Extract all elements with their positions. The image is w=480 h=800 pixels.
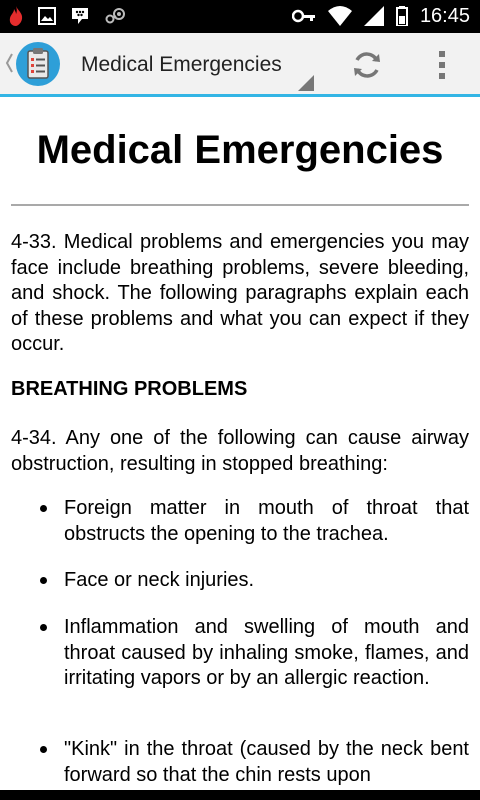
navigation-bar <box>0 790 480 800</box>
section-heading: BREATHING PROBLEMS <box>11 378 248 400</box>
steam-icon <box>104 7 126 25</box>
article-content[interactable] <box>0 100 480 790</box>
list-item-text: Foreign matter in mouth of throat that obstructs the opening to the trachea. <box>64 497 469 545</box>
clipboard-icon <box>16 42 60 86</box>
list-item-text: Inflammation and swelling of mouth and throat caused by inhaling smoke, flames, and irritating vapors or by an allergic reaction. <box>64 616 469 689</box>
wifi-icon <box>328 6 352 26</box>
action-bar-title[interactable]: Medical Emergencies <box>81 53 282 76</box>
app-logo[interactable] <box>16 42 60 86</box>
blackberry-messenger-icon <box>70 7 90 25</box>
page-title: Medical Emergencies <box>36 128 444 172</box>
list-item-text: "Kink" in the throat (caused by the neck bent forward so that the chin rests upon <box>64 738 469 786</box>
bullet-icon <box>40 577 47 584</box>
bullet-icon <box>40 505 47 512</box>
key-icon <box>292 9 316 23</box>
battery-icon <box>396 6 408 26</box>
back-chevron-icon[interactable] <box>4 52 14 79</box>
status-bar-notifications <box>8 6 126 26</box>
title-divider <box>11 204 469 206</box>
status-time: 16:45 <box>419 5 470 27</box>
bullet-icon <box>40 746 47 753</box>
image-icon <box>38 7 56 25</box>
dropdown-spinner-icon[interactable] <box>298 75 314 91</box>
status-bar-system <box>292 4 470 28</box>
flame-icon <box>8 6 24 26</box>
list-item-text: Face or neck injuries. <box>64 569 255 591</box>
signal-icon <box>364 6 384 26</box>
paragraph-4-34: 4-34. Any one of the following can cause airway obstruction, resulting in stopped breathing: <box>11 427 469 475</box>
action-bar <box>0 33 480 97</box>
overflow-menu-icon[interactable] <box>438 50 446 85</box>
bullet-icon <box>40 624 47 631</box>
refresh-icon[interactable] <box>350 48 384 87</box>
paragraph-4-33: 4-33. Medical problems and emergencies you may face include breathing problems, severe bleeding, and shock. The following paragraphs explain each of these problems and what you can expect if they occur. <box>11 231 469 355</box>
status-bar <box>0 0 480 33</box>
